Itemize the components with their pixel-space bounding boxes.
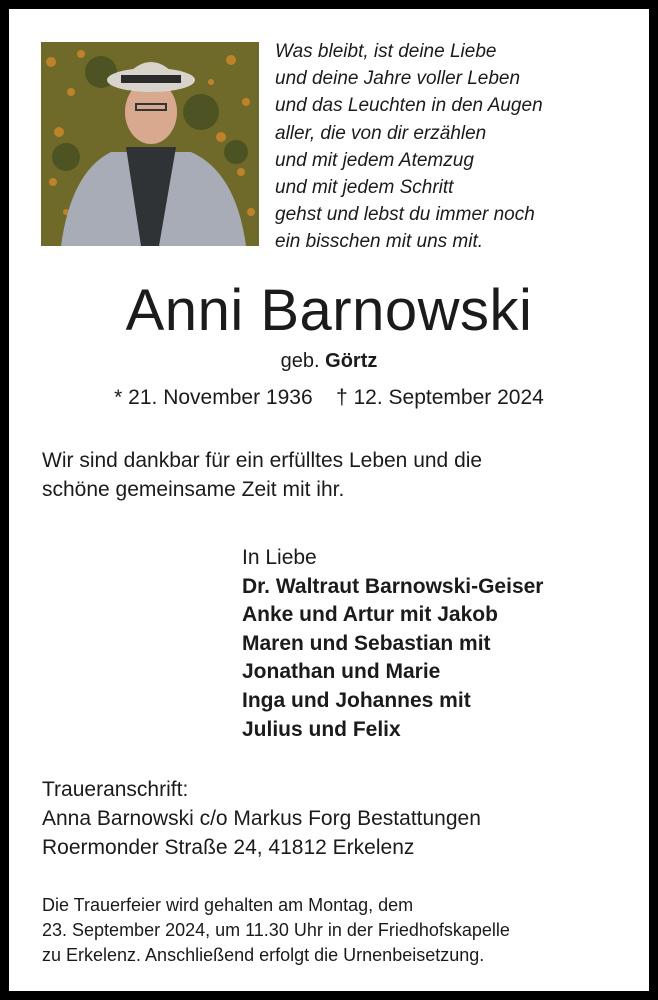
poem-line: und deine Jahre voller Leben	[275, 68, 521, 90]
life-dates	[9, 384, 649, 412]
mourning-address	[42, 775, 642, 862]
poem-line: und das Leuchten in den Augen	[275, 95, 543, 117]
gratitude-line: schöne gemeinsame Zeit mit ihr.	[42, 478, 345, 501]
birth-name-value: Görtz	[325, 350, 378, 372]
mourner-line: Julius und Felix	[242, 717, 401, 741]
portrait-image	[41, 42, 259, 246]
poem-line: Was bleibt, ist deine Liebe	[275, 41, 497, 62]
poem-line: ein bisschen mit uns mit.	[275, 231, 484, 253]
birth-name	[9, 348, 649, 374]
address-label: Traueranschrift:	[42, 778, 189, 801]
service-line: Die Trauerfeier wird gehalten am Montag, dem	[42, 895, 414, 915]
mourners-intro: In Liebe	[242, 546, 317, 569]
deceased-name: Anni Barnowski	[125, 278, 533, 343]
gratitude-text	[42, 446, 642, 504]
birth-name-prefix: geb.	[280, 350, 320, 372]
mourners-block	[242, 544, 642, 744]
poem-line: aller, die von dir erzählen	[275, 122, 487, 144]
birth-date: * 21. November 1936	[114, 386, 313, 409]
service-line: zu Erkelenz. Anschließend erfolgt die Urnenbeisetzung.	[42, 945, 485, 965]
gratitude-line: Wir sind dankbar für ein erfülltes Leben und die	[42, 449, 483, 472]
death-date: † 12. September 2024	[335, 386, 544, 409]
portrait-photo	[41, 42, 259, 246]
poem-line: gehst und lebst du immer noch	[275, 204, 535, 226]
mourner-line: Anke und Artur mit Jakob	[242, 603, 498, 627]
memorial-poem	[275, 38, 645, 256]
obituary-card	[9, 9, 649, 991]
mourner-line: Dr. Waltraut Barnowski-Geiser	[242, 574, 544, 598]
address-line: Roermonder Straße 24, 41812 Erkelenz	[42, 836, 415, 859]
funeral-service-info	[42, 893, 642, 968]
mourner-line: Inga und Johannes mit	[242, 688, 471, 712]
service-line: 23. September 2024, um 11.30 Uhr in der Friedhofskapelle	[42, 920, 510, 940]
mourner-line: Maren und Sebastian mit	[242, 631, 491, 655]
poem-line: und mit jedem Schritt	[275, 177, 454, 199]
mourner-line: Jonathan und Marie	[242, 660, 441, 684]
poem-line: und mit jedem Atemzug	[275, 149, 474, 171]
address-line: Anna Barnowski c/o Markus Forg Bestattungen	[42, 807, 481, 830]
